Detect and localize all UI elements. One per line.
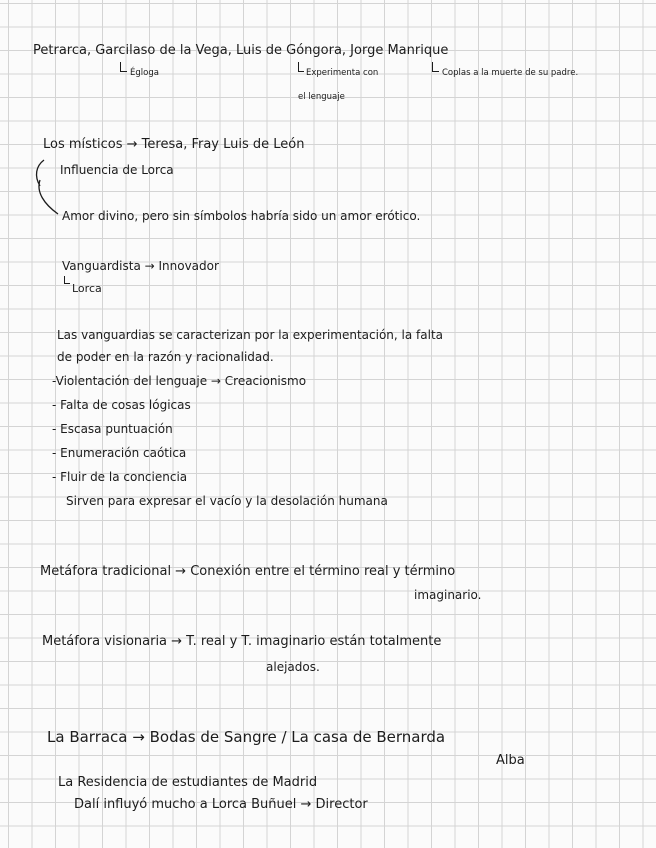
experimenta-note-line-2: el lenguaje <box>298 92 345 102</box>
metafora-visionaria-line-1: Metáfora visionaria → T. real y T. imaginario están totalmente <box>42 634 442 649</box>
metafora-visionaria-line-2: alejados. <box>266 660 320 674</box>
egloga-note: Égloga <box>130 68 159 78</box>
vanguardias-conclusion: Sirven para expresar el vacío y la desolación humana <box>66 494 388 508</box>
misticos-line: Los místicos → Teresa, Fray Luis de León <box>43 137 305 152</box>
authors-line: Petrarca, Garcilaso de la Vega, Luis de Góngora, Jorge Manrique <box>33 43 449 58</box>
obras-line-1: La Barraca → Bodas de Sangre / La casa de Bernarda <box>47 728 446 746</box>
arrow-lorca-icon <box>64 276 70 284</box>
vanguardias-intro-line-2: de poder en la razón y racionalidad. <box>57 350 274 364</box>
amor-divino: Amor divino, pero sin símbolos habría sido un amor erótico. <box>62 209 421 223</box>
obras-line-4: Dalí influyó mucho a Lorca Buñuel → Director <box>74 797 368 812</box>
vanguardias-item: -Violentación del lenguaje → Creacionismo <box>52 374 307 388</box>
vanguardias-item: - Enumeración caótica <box>52 446 187 460</box>
influencia-lorca: Influencia de Lorca <box>60 163 174 177</box>
vanguardias-item: - Escasa puntuación <box>52 422 173 436</box>
vanguardias-intro-line-1: Las vanguardias se caracterizan por la experimentación, la falta <box>57 328 444 342</box>
vanguardista-line: Vanguardista → Innovador <box>62 259 219 273</box>
vanguardias-item: - Fluir de la conciencia <box>52 470 188 484</box>
obras-line-3: La Residencia de estudiantes de Madrid <box>58 775 318 790</box>
obras-line-2: Alba <box>496 753 525 768</box>
metafora-tradicional-line-1: Metáfora tradicional → Conexión entre el término real y término <box>40 564 456 579</box>
experimenta-note-line-1: Experimenta con <box>306 68 379 78</box>
vanguardias-item: - Falta de cosas lógicas <box>52 398 191 412</box>
metafora-tradicional-line-2: imaginario. <box>414 588 482 602</box>
lorca-note: Lorca <box>72 282 102 295</box>
coplas-note: Coplas a la muerte de su padre. <box>442 68 579 78</box>
